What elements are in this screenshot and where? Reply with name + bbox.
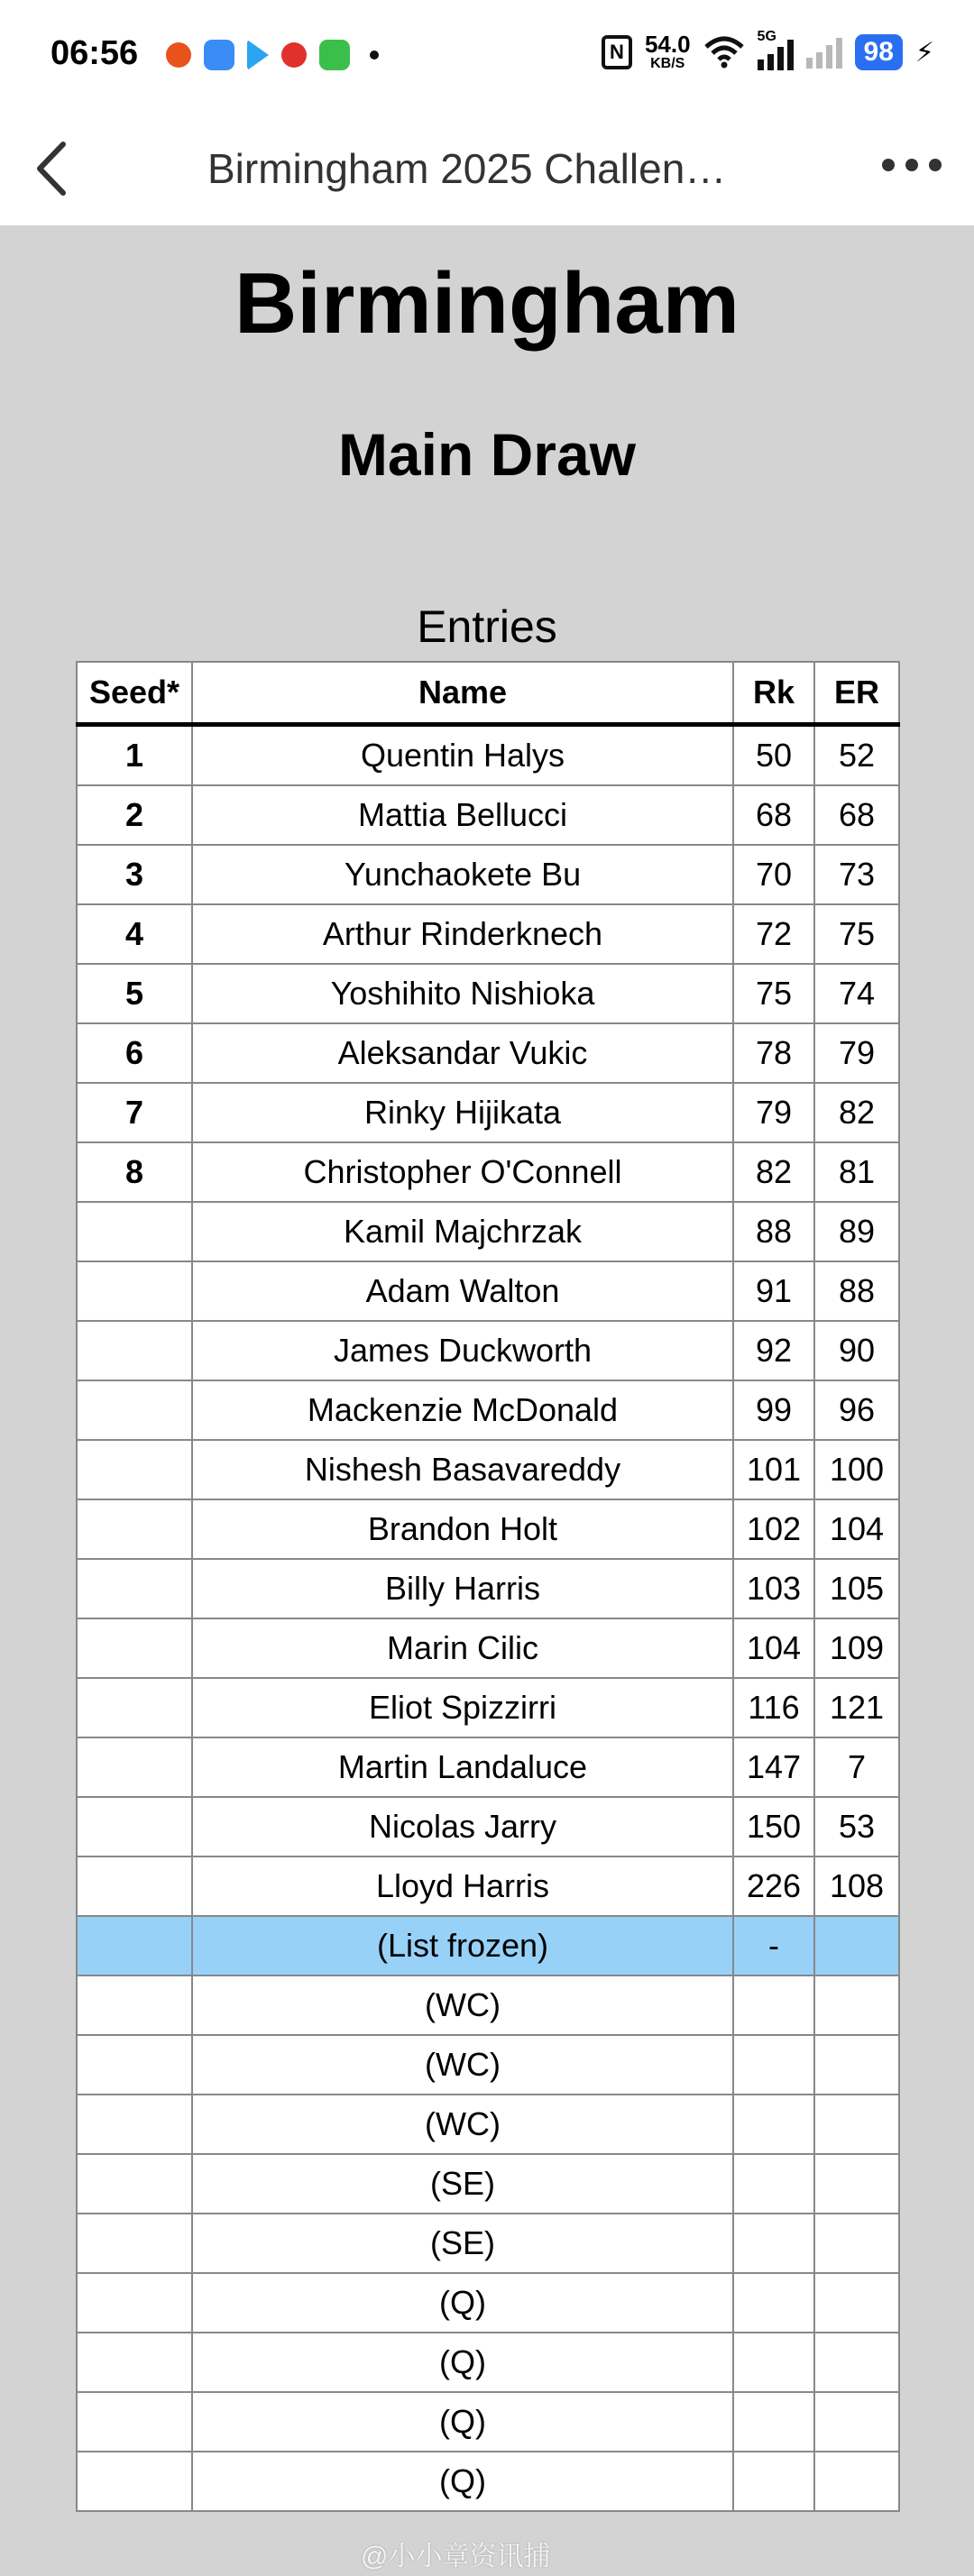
- entry-rank-cell: 105: [814, 1559, 899, 1618]
- back-button[interactable]: [27, 139, 81, 198]
- nav-header: [0, 112, 974, 225]
- name-cell: Rinky Hijikata: [192, 1083, 733, 1142]
- name-cell: Adam Walton: [192, 1261, 733, 1321]
- entry-rank-cell: 73: [814, 845, 899, 904]
- name-cell: Marin Cilic: [192, 1618, 733, 1678]
- table-row: [77, 1916, 899, 1976]
- app-notification-icon: [166, 42, 191, 68]
- entry-rank-cell: [814, 2273, 899, 2333]
- rank-cell: 75: [733, 964, 814, 1023]
- table-row: [77, 904, 899, 964]
- name-cell: Arthur Rinderknech: [192, 904, 733, 964]
- seed-cell: [77, 2095, 192, 2154]
- table-row: [77, 1023, 899, 1083]
- entry-rank-cell: [814, 2452, 899, 2511]
- rank-cell: 50: [733, 725, 814, 786]
- speed-value: 54.0: [644, 31, 691, 58]
- weather-app-icon: [204, 40, 234, 70]
- entry-rank-cell: 90: [814, 1321, 899, 1380]
- rank-cell: 116: [733, 1678, 814, 1737]
- rank-cell: 104: [733, 1618, 814, 1678]
- seed-cell: [77, 2452, 192, 2511]
- table-row: [77, 1618, 899, 1678]
- entry-rank-cell: [814, 2333, 899, 2392]
- rank-cell: [733, 2154, 814, 2214]
- entry-rank-cell: 74: [814, 964, 899, 1023]
- entry-rank-cell: [814, 2392, 899, 2452]
- seed-cell: 7: [77, 1083, 192, 1142]
- seed-cell: [77, 2273, 192, 2333]
- name-cell: Aleksandar Vukic: [192, 1023, 733, 1083]
- second-sim-signal-icon: [806, 36, 842, 69]
- name-cell: Yoshihito Nishioka: [192, 964, 733, 1023]
- entry-rank-cell: 108: [814, 1856, 899, 1916]
- column-header-seed: Seed*: [77, 662, 192, 725]
- seed-cell: 3: [77, 845, 192, 904]
- notification-icons: [166, 40, 379, 70]
- seed-cell: [77, 1499, 192, 1559]
- seed-cell: [77, 2154, 192, 2214]
- name-cell: Mackenzie McDonald: [192, 1380, 733, 1440]
- rank-cell: [733, 2452, 814, 2511]
- more-notifications-dot: [370, 50, 379, 60]
- rank-cell: [733, 1976, 814, 2035]
- status-indicators: [602, 29, 934, 72]
- cellular-signal-icon: [757, 29, 794, 70]
- entry-rank-cell: 81: [814, 1142, 899, 1202]
- table-row: [77, 2035, 899, 2095]
- entry-rank-cell: [814, 2214, 899, 2273]
- more-dots-icon: [882, 159, 895, 171]
- table-row: [77, 1737, 899, 1797]
- name-cell: Quentin Halys: [192, 725, 733, 786]
- rank-cell: 103: [733, 1559, 814, 1618]
- rank-cell: 88: [733, 1202, 814, 1261]
- seed-cell: [77, 2392, 192, 2452]
- seed-cell: 6: [77, 1023, 192, 1083]
- table-row: [77, 1380, 899, 1440]
- seed-cell: [77, 1737, 192, 1797]
- table-row: [77, 2333, 899, 2392]
- seed-cell: 1: [77, 725, 192, 786]
- draw-title: Main Draw: [337, 421, 637, 488]
- rank-cell: [733, 2095, 814, 2154]
- network-type: 5G: [757, 29, 776, 44]
- entry-rank-cell: [814, 1916, 899, 1976]
- entry-rank-cell: [814, 2154, 899, 2214]
- seed-cell: [77, 1916, 192, 1976]
- name-cell: (SE): [192, 2154, 733, 2214]
- table-row: [77, 2095, 899, 2154]
- rank-cell: 70: [733, 845, 814, 904]
- name-cell: Nicolas Jarry: [192, 1797, 733, 1856]
- table-row: [77, 1261, 899, 1321]
- watermark: @小小章资讯捕: [361, 2542, 551, 2571]
- rank-cell: [733, 2035, 814, 2095]
- name-cell: (WC): [192, 2035, 733, 2095]
- rank-cell: 226: [733, 1856, 814, 1916]
- entry-rank-cell: [814, 2095, 899, 2154]
- name-cell: (List frozen): [192, 1916, 733, 1976]
- rank-cell: 78: [733, 1023, 814, 1083]
- name-cell: (Q): [192, 2273, 733, 2333]
- column-header-entry-rank: ER: [814, 662, 899, 725]
- seed-cell: [77, 1678, 192, 1737]
- nfc-icon: N: [602, 35, 632, 69]
- page-title: Birmingham 2025 Challen…: [207, 145, 727, 192]
- rank-cell: 150: [733, 1797, 814, 1856]
- name-cell: (WC): [192, 1976, 733, 2035]
- entry-rank-cell: 100: [814, 1440, 899, 1499]
- entry-rank-cell: 89: [814, 1202, 899, 1261]
- rank-cell: 147: [733, 1737, 814, 1797]
- tournament-title: Birmingham: [234, 255, 740, 352]
- table-row: [77, 964, 899, 1023]
- entry-rank-cell: 7: [814, 1737, 899, 1797]
- name-cell: (SE): [192, 2214, 733, 2273]
- table-row: [77, 1142, 899, 1202]
- status-time: 06:56: [51, 34, 139, 72]
- entries-table: [76, 661, 900, 2512]
- table-row: [77, 2214, 899, 2273]
- seed-cell: 2: [77, 785, 192, 845]
- table-row: [77, 2273, 899, 2333]
- entry-rank-cell: [814, 1976, 899, 2035]
- chevron-left-icon: [27, 139, 81, 198]
- charging-icon: ⚡: [914, 37, 934, 68]
- table-row: [77, 1559, 899, 1618]
- wallet-app-icon: [319, 40, 350, 70]
- more-options-button[interactable]: [882, 159, 942, 171]
- rank-cell: 68: [733, 785, 814, 845]
- name-cell: James Duckworth: [192, 1321, 733, 1380]
- more-dot: [905, 159, 918, 171]
- rank-cell: 91: [733, 1261, 814, 1321]
- seed-cell: [77, 1202, 192, 1261]
- seed-cell: [77, 1976, 192, 2035]
- seed-cell: [77, 1321, 192, 1380]
- seed-cell: [77, 1380, 192, 1440]
- name-cell: (Q): [192, 2452, 733, 2511]
- rank-cell: 99: [733, 1380, 814, 1440]
- status-bar: [0, 0, 974, 112]
- rank-cell: [733, 2392, 814, 2452]
- table-row: [77, 785, 899, 845]
- seed-cell: [77, 2333, 192, 2392]
- name-cell: (WC): [192, 2095, 733, 2154]
- table-row: [77, 1678, 899, 1737]
- entry-rank-cell: 53: [814, 1797, 899, 1856]
- table-row: [77, 845, 899, 904]
- name-cell: Christopher O'Connell: [192, 1142, 733, 1202]
- table-row: [77, 1976, 899, 2035]
- entries-table-body: [77, 725, 899, 2512]
- table-header-row: [77, 662, 899, 725]
- seed-cell: [77, 2214, 192, 2273]
- video-app-icon: [247, 40, 269, 70]
- rank-cell: -: [733, 1916, 814, 1976]
- wifi-icon: [703, 36, 745, 69]
- rank-cell: [733, 2333, 814, 2392]
- entry-rank-cell: 88: [814, 1261, 899, 1321]
- name-cell: Brandon Holt: [192, 1499, 733, 1559]
- table-row: [77, 1797, 899, 1856]
- table-row: [77, 1202, 899, 1261]
- network-speed: [645, 32, 691, 72]
- battery-level: 98: [855, 34, 903, 70]
- entry-rank-cell: 109: [814, 1618, 899, 1678]
- column-header-name: Name: [192, 662, 733, 725]
- rank-cell: 72: [733, 904, 814, 964]
- entry-rank-cell: 96: [814, 1380, 899, 1440]
- name-cell: Martin Landaluce: [192, 1737, 733, 1797]
- seed-cell: [77, 1797, 192, 1856]
- seed-cell: [77, 1618, 192, 1678]
- rank-cell: 79: [733, 1083, 814, 1142]
- table-row: [77, 2392, 899, 2452]
- rank-cell: [733, 2214, 814, 2273]
- table-row: [77, 1499, 899, 1559]
- table-row: [77, 2154, 899, 2214]
- name-cell: Mattia Bellucci: [192, 785, 733, 845]
- seed-cell: 8: [77, 1142, 192, 1202]
- entries-caption: Entries: [417, 601, 557, 652]
- name-cell: Kamil Majchrzak: [192, 1202, 733, 1261]
- entry-rank-cell: [814, 2035, 899, 2095]
- rank-cell: 82: [733, 1142, 814, 1202]
- more-dot: [929, 159, 942, 171]
- column-header-rank: Rk: [733, 662, 814, 725]
- entry-rank-cell: 82: [814, 1083, 899, 1142]
- rank-cell: [733, 2273, 814, 2333]
- table-row: [77, 2452, 899, 2511]
- table-row: [77, 1856, 899, 1916]
- seed-cell: [77, 1559, 192, 1618]
- seed-cell: 5: [77, 964, 192, 1023]
- rank-cell: 101: [733, 1440, 814, 1499]
- seed-cell: [77, 1856, 192, 1916]
- name-cell: (Q): [192, 2333, 733, 2392]
- name-cell: Nishesh Basavareddy: [192, 1440, 733, 1499]
- table-row: [77, 725, 899, 786]
- name-cell: (Q): [192, 2392, 733, 2452]
- table-row: [77, 1440, 899, 1499]
- name-cell: Eliot Spizzirri: [192, 1678, 733, 1737]
- table-row: [77, 1083, 899, 1142]
- seed-cell: [77, 1261, 192, 1321]
- rank-cell: 92: [733, 1321, 814, 1380]
- entry-rank-cell: 121: [814, 1678, 899, 1737]
- table-row: [77, 1321, 899, 1380]
- name-cell: Billy Harris: [192, 1559, 733, 1618]
- seed-cell: 4: [77, 904, 192, 964]
- entry-rank-cell: 104: [814, 1499, 899, 1559]
- rank-cell: 102: [733, 1499, 814, 1559]
- speed-unit: KB/S: [650, 56, 685, 71]
- name-cell: Yunchaokete Bu: [192, 845, 733, 904]
- weibo-icon: [281, 42, 307, 68]
- entry-rank-cell: 79: [814, 1023, 899, 1083]
- entry-rank-cell: 75: [814, 904, 899, 964]
- seed-cell: [77, 1440, 192, 1499]
- entry-rank-cell: 68: [814, 785, 899, 845]
- name-cell: Lloyd Harris: [192, 1856, 733, 1916]
- entry-rank-cell: 52: [814, 725, 899, 786]
- seed-cell: [77, 2035, 192, 2095]
